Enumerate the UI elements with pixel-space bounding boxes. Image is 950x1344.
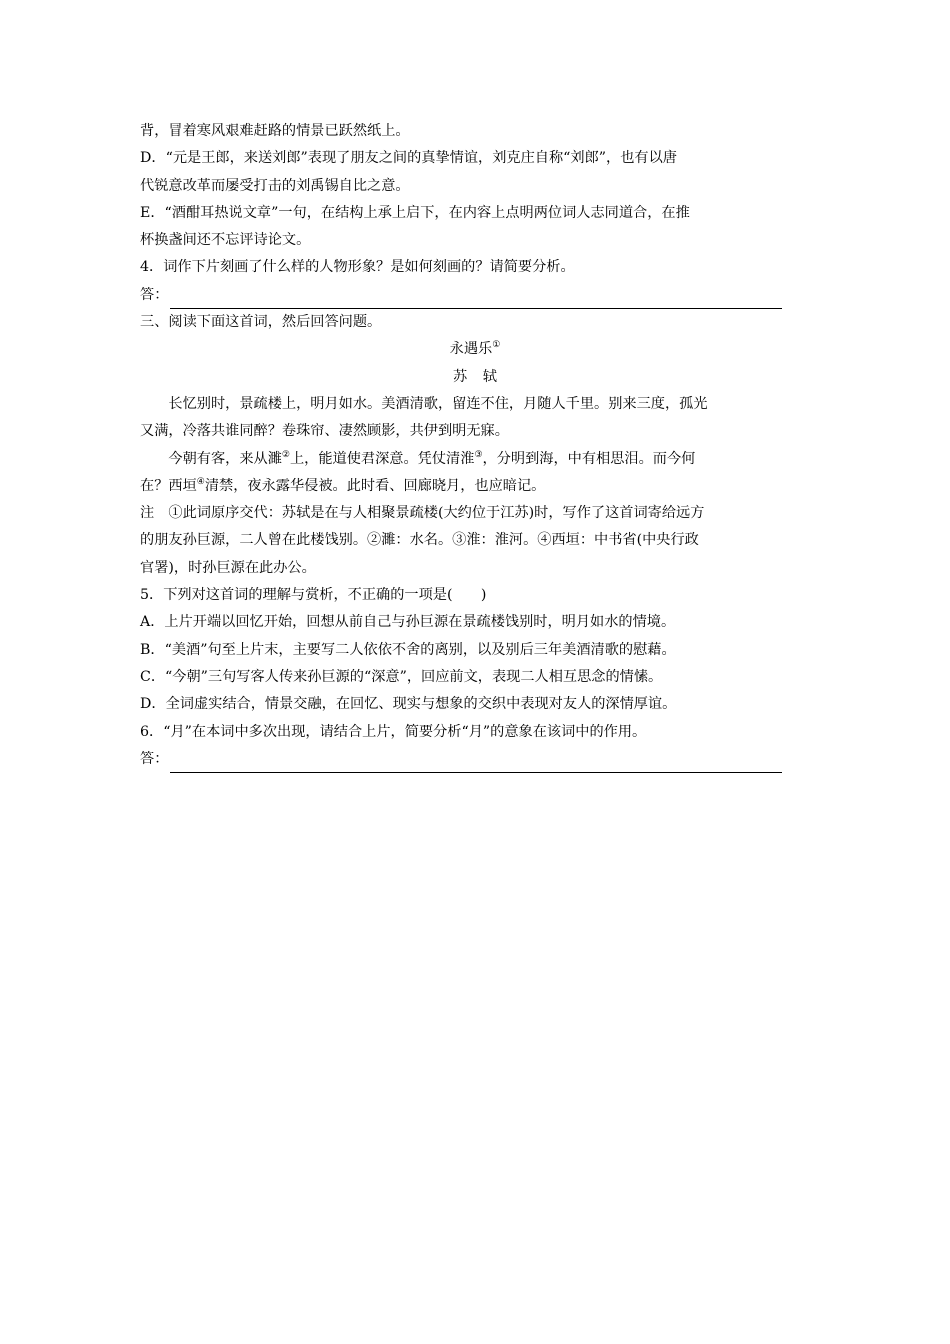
note-mark: ②	[281, 449, 290, 460]
poem-author-text: 苏轼	[452, 368, 513, 385]
poem-text: 今朝有客，来从濉	[168, 450, 282, 467]
poem-stanza-2-line-1	[140, 446, 810, 473]
answer-label: 答：	[140, 286, 169, 303]
note-mark: ③	[474, 449, 483, 460]
poem-text: 清禁，夜永露华侵被。此时看、回廊晓月，也应暗记。	[204, 477, 546, 494]
option-d-line-2: 代锐意改革而屡受打击的刘禹锡自比之意。	[140, 177, 410, 194]
answer-underline[interactable]	[170, 290, 782, 309]
question-5-option-d: D．全词虚实结合，情景交融，在回忆、现实与想象的交织中表现对友人的深情厚谊。	[140, 696, 677, 713]
poem-title	[140, 336, 810, 363]
section-3-heading: 三、阅读下面这首词，然后回答问题。	[140, 314, 382, 331]
note-mark: ④	[196, 476, 205, 487]
question-4: 4．词作下片刻画了什么样的人物形象？是如何刻画的？请简要分析。	[140, 259, 575, 276]
option-d-line-1: D．“元是王郎，来送刘郎”表现了朋友之间的真挚情谊，刘克庄自称“刘郎”，也有以唐	[140, 150, 677, 167]
notes-line-3: 官署)，时孙巨源在此办公。	[140, 559, 316, 576]
answer-underline[interactable]	[170, 754, 782, 773]
option-e-line-1: E．“酒酣耳热说文章”一句，在结构上承上启下，在内容上点明两位词人志同道合，在推	[140, 204, 690, 221]
poem-stanza-1-line-1: 长忆别时，景疏楼上，明月如水。美酒清歌，留连不住，月随人千里。别来三度，孤光	[168, 395, 708, 412]
answer-field-q4[interactable]	[140, 282, 810, 309]
option-e-line-2: 杯换盏间还不忘评诗论文。	[140, 232, 311, 249]
question-6: 6．“月”在本词中多次出现，请结合上片，简要分析“月”的意象在该词中的作用。	[140, 723, 647, 740]
poem-text: ，分明到海，中有相思泪。而今何	[482, 450, 696, 467]
option-c-continuation: 背，冒着寒风艰难赶路的情景已跃然纸上。	[140, 123, 410, 139]
poem-stanza-2-line-2	[140, 473, 810, 500]
document-page	[140, 118, 810, 773]
poem-text: 在？西垣	[140, 477, 197, 494]
question-5-option-b: B．“美酒”句至上片末，主要写二人依依不舍的离别，以及别后三年美酒清歌的慰藉。	[140, 641, 676, 658]
poem-title-text: 永遇乐	[449, 341, 493, 358]
answer-field-q6[interactable]	[140, 746, 810, 773]
poem-author	[140, 364, 810, 391]
question-5-option-a: A．上片开端以回忆开始，回想从前自己与孙巨源在景疏楼饯别时，明月如水的情境。	[140, 614, 676, 631]
poem-title-note-mark: ①	[492, 340, 501, 351]
poem-text: 上，能道使君深意。凭仗清淮	[289, 450, 475, 467]
answer-label: 答：	[140, 750, 169, 767]
question-5: 5．下列对这首词的理解与赏析，不正确的一项是( )	[140, 587, 487, 604]
question-5-option-c: C．“今朝”三句写客人传来孙巨源的“深意”，回应前文，表现二人相互思念的情愫。	[140, 668, 663, 685]
notes-line-2: 的朋友孙巨源，二人曾在此楼饯别。②濉：水名。③淮：淮河。④西垣：中书省(中央行政	[140, 532, 699, 549]
notes-line-1: 注 ①此词原序交代：苏轼是在与人相聚景疏楼(大约位于江苏)时，写作了这首词寄给远方	[140, 505, 705, 522]
poem-stanza-1-line-2: 又满，冷落共谁同醉？卷珠帘、凄然顾影，共伊到明无寐。	[140, 423, 509, 440]
